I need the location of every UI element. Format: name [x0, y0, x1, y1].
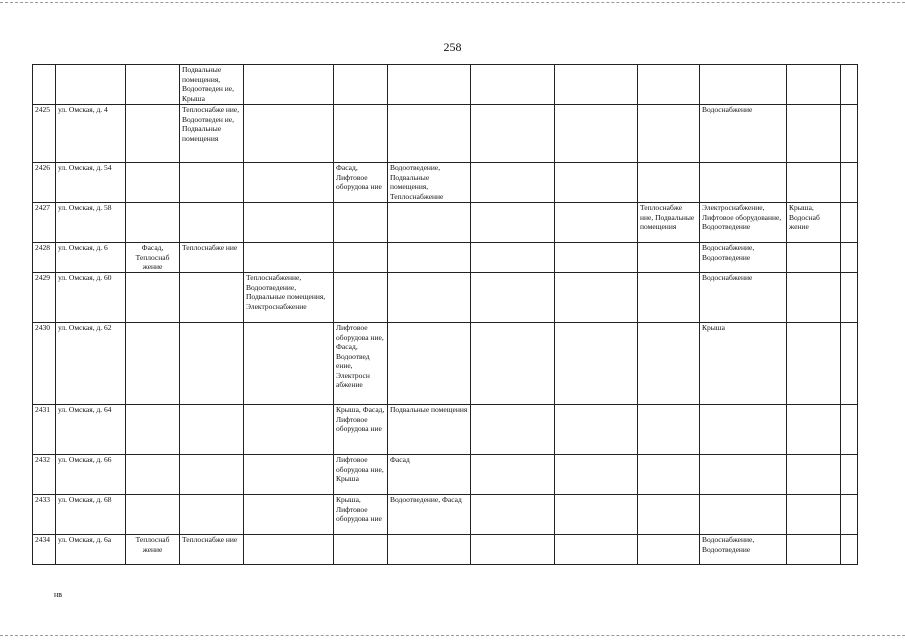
table-cell [180, 203, 244, 243]
table-cell [700, 163, 787, 203]
table-cell [787, 455, 841, 495]
table-cell [638, 163, 700, 203]
table-row [33, 163, 858, 203]
table-cell [841, 203, 858, 243]
table-cell [244, 535, 334, 565]
table-cell: Фасад, Лифтовое оборудова ние [334, 163, 388, 203]
table-cell [244, 323, 334, 405]
table-row [33, 105, 858, 163]
table-row [33, 535, 858, 565]
table-cell [126, 203, 180, 243]
repair-schedule-table [32, 64, 858, 565]
table-cell [471, 495, 555, 535]
table-cell: Теплоснабже ние [180, 243, 244, 273]
table-cell [787, 273, 841, 323]
table-cell: Водоснабжение, Водоотведение [700, 243, 787, 273]
table-cell [555, 495, 638, 535]
address-cell: ул. Омская, д. 6 [56, 243, 126, 273]
table-cell: Крыша [700, 323, 787, 405]
table-cell [471, 163, 555, 203]
table-row [33, 323, 858, 405]
table-cell: Фасад [388, 455, 471, 495]
scan-edge-bottom [0, 635, 905, 636]
table-cell [787, 405, 841, 455]
row-number-cell: 2428 [33, 243, 56, 273]
table-cell [388, 203, 471, 243]
table-cell [787, 243, 841, 273]
scan-edge-top [0, 2, 905, 3]
table-cell [638, 405, 700, 455]
table-cell [555, 273, 638, 323]
table-cell [700, 405, 787, 455]
table-cell: Подвальные помещения [388, 405, 471, 455]
table-cell [555, 203, 638, 243]
address-cell: ул. Омская, д. 60 [56, 273, 126, 323]
table-cell: Теплоснабже ние [180, 535, 244, 565]
address-cell: ул. Омская, д. 4 [56, 105, 126, 163]
address-cell: ул. Омская, д. 68 [56, 495, 126, 535]
table-cell [126, 65, 180, 105]
table-cell [244, 405, 334, 455]
table-row [33, 273, 858, 323]
table-cell [126, 273, 180, 323]
table-cell [180, 273, 244, 323]
table-cell [555, 535, 638, 565]
table-cell [555, 105, 638, 163]
table-cell [555, 455, 638, 495]
table-cell: Лифтовое оборудова ние, Крыша [334, 455, 388, 495]
table-cell [841, 105, 858, 163]
table-cell [388, 535, 471, 565]
table-cell [638, 535, 700, 565]
table-cell: Подвальные помещения, Водоотведен ие, Крыша [180, 65, 244, 105]
table-cell [841, 495, 858, 535]
table-cell [841, 273, 858, 323]
table-cell [126, 495, 180, 535]
table-cell [126, 405, 180, 455]
table-cell: Водоснабжение [700, 273, 787, 323]
footer-mark: нв [54, 590, 63, 599]
address-cell: ул. Омская, д. 58 [56, 203, 126, 243]
table-cell [180, 405, 244, 455]
table-cell [388, 323, 471, 405]
table-cell [388, 65, 471, 105]
table-cell: Водоотведение, Фасад [388, 495, 471, 535]
row-number-cell: 2425 [33, 105, 56, 163]
table-cell [471, 323, 555, 405]
row-number-cell: 2433 [33, 495, 56, 535]
table-cell [244, 243, 334, 273]
table-cell: Фасад, Теплоснаб жение [126, 243, 180, 273]
table-cell: Теплоснаб жение [126, 535, 180, 565]
table-cell [700, 455, 787, 495]
address-cell: ул. Омская, д. 64 [56, 405, 126, 455]
table-cell: Водоотведение, Подвальные помещения, Теплоснабжение [388, 163, 471, 203]
table-cell [180, 323, 244, 405]
table-cell [126, 323, 180, 405]
table-cell [700, 495, 787, 535]
table-cell [388, 243, 471, 273]
table-row [33, 65, 858, 105]
table-cell [638, 65, 700, 105]
table-cell [841, 243, 858, 273]
table-cell [244, 65, 334, 105]
row-number-cell: 2434 [33, 535, 56, 565]
table-cell [471, 455, 555, 495]
table-cell [244, 455, 334, 495]
table-cell [555, 243, 638, 273]
table-row [33, 243, 858, 273]
table-cell [555, 163, 638, 203]
table-cell [471, 405, 555, 455]
table-cell [841, 455, 858, 495]
row-number-cell: 2431 [33, 405, 56, 455]
table-cell [126, 105, 180, 163]
table-cell: Водоснабжение, Водоотведение [700, 535, 787, 565]
table-cell: Крыша, Лифтовое оборудова ние [334, 495, 388, 535]
table-cell: Водоснабжение [700, 105, 787, 163]
table-cell [787, 105, 841, 163]
table-row [33, 495, 858, 535]
table-cell [841, 65, 858, 105]
table-cell [471, 535, 555, 565]
page-number: 258 [443, 40, 462, 54]
table-cell [334, 105, 388, 163]
table-cell [787, 495, 841, 535]
table-cell [244, 203, 334, 243]
table-cell [555, 405, 638, 455]
table-cell [638, 243, 700, 273]
table-cell [334, 243, 388, 273]
table-cell [841, 535, 858, 565]
table-cell [180, 455, 244, 495]
table-cell [334, 203, 388, 243]
table-cell [244, 495, 334, 535]
row-number-cell: 2432 [33, 455, 56, 495]
address-cell [56, 65, 126, 105]
table-cell [180, 163, 244, 203]
table-cell [126, 163, 180, 203]
row-number-cell: 2426 [33, 163, 56, 203]
table-cell: Теплоснабже ние, Водоотведен ие, Подвальные помещения [180, 105, 244, 163]
table-row [33, 203, 858, 243]
table-cell [471, 243, 555, 273]
table-cell [244, 105, 334, 163]
table-cell [334, 273, 388, 323]
table-cell [638, 105, 700, 163]
table-row [33, 405, 858, 455]
table-cell [841, 405, 858, 455]
table-cell [638, 495, 700, 535]
table-cell [471, 105, 555, 163]
row-number-cell [33, 65, 56, 105]
table-cell [555, 65, 638, 105]
table-cell [388, 273, 471, 323]
table-cell [126, 455, 180, 495]
table-cell [180, 495, 244, 535]
table-cell [638, 323, 700, 405]
table-cell [787, 323, 841, 405]
table-cell [244, 163, 334, 203]
address-cell: ул. Омская, д. 54 [56, 163, 126, 203]
row-number-cell: 2427 [33, 203, 56, 243]
table-cell [638, 273, 700, 323]
table-cell [700, 65, 787, 105]
table-cell [555, 323, 638, 405]
table-cell: Крыша, Фасад, Лифтовое оборудова ние [334, 405, 388, 455]
table-cell [638, 455, 700, 495]
table-cell [841, 163, 858, 203]
address-cell: ул. Омская, д. 66 [56, 455, 126, 495]
table-cell [787, 163, 841, 203]
table-cell: Теплоснабже ние, Подвальные помещения [638, 203, 700, 243]
address-cell: ул. Омская, д. 62 [56, 323, 126, 405]
table-cell: Теплоснабжение, Водоотведение, Подвальные помещения, Электроснабжение [244, 273, 334, 323]
table-cell: Крыша, Водоснаб жение [787, 203, 841, 243]
row-number-cell: 2429 [33, 273, 56, 323]
table-cell [787, 535, 841, 565]
row-number-cell: 2430 [33, 323, 56, 405]
table-cell [388, 105, 471, 163]
table-row [33, 455, 858, 495]
table-cell: Электроснабжение, Лифтовое оборудование, Водоотведение [700, 203, 787, 243]
table-cell [841, 323, 858, 405]
table-cell: Лифтовое оборудова ние, Фасад, Водоотвед ение, Электросн абжение [334, 323, 388, 405]
table-cell [787, 65, 841, 105]
table-cell [471, 65, 555, 105]
table-cell [334, 535, 388, 565]
table-cell [334, 65, 388, 105]
table-cell [471, 203, 555, 243]
table-cell [471, 273, 555, 323]
address-cell: ул. Омская, д. 6а [56, 535, 126, 565]
